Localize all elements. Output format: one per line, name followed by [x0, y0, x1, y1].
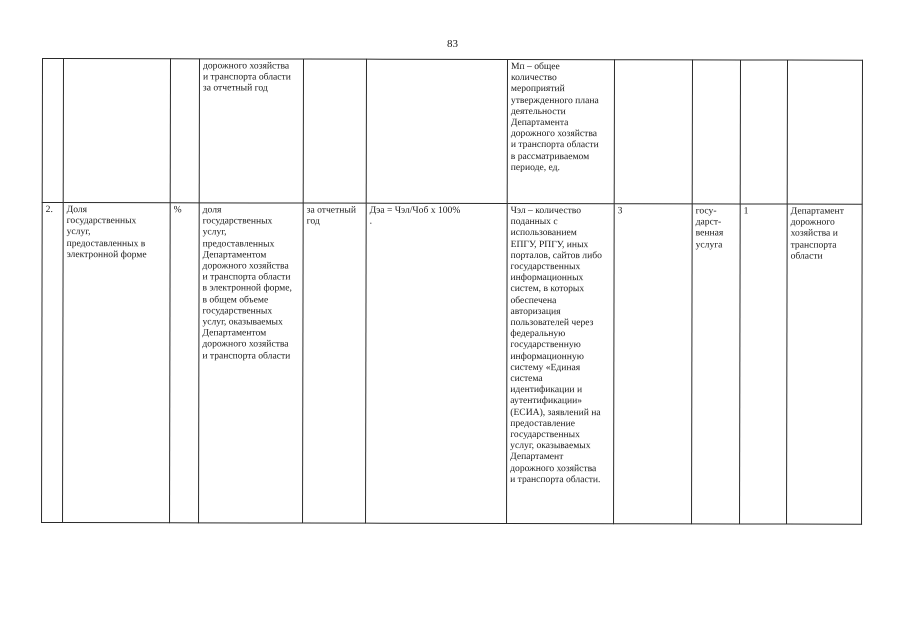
cell-responsible [787, 60, 862, 204]
cell-formula [366, 59, 507, 203]
indicators-table [41, 58, 863, 525]
cell-unit-measure: госу- дарст- венная услуга [692, 204, 741, 524]
cell-period: за отчетный год [303, 203, 367, 523]
cell-unit [170, 59, 199, 203]
table-row-continuation [42, 59, 862, 205]
cell-number: 2. [42, 203, 64, 523]
cell-unit-measure [692, 60, 740, 204]
cell-indicator-name [63, 59, 170, 203]
cell-period [303, 59, 366, 203]
cell-variables: Чэл – количество поданных с использованием ЕПГУ, РПГУ, иных порталов, сайтов либо государственных информационных систем, в которых обеспечена авторизация пользователей через федеральную государственную информационную систему «Единая система идентификации и аутентификации» (ЕСИА), заявлений на предоставление государственных услуг, оказываемых Департамент дорожного хозяйства и транспорта области. [507, 203, 615, 523]
cell-number [42, 59, 63, 203]
cell-responsible: Департамент дорожного хозяйства и транспорта области [787, 204, 863, 524]
cell-indicator-name: Доля государственных услуг, предоставленных в электронной форме [63, 203, 171, 523]
cell-code: 1 [740, 204, 788, 524]
cell-method [614, 60, 692, 204]
cell-variables: Мп – общее количество мероприятий утвержденного плана деятельности Департамента дорожного хозяйства и транспорта области в рассматриваемом периоде, ед. [507, 59, 614, 203]
cell-unit: % [170, 203, 200, 523]
cell-definition: дорожного хозяйства и транспорта области за отчетный год [199, 59, 303, 203]
cell-formula: Дэа = Чэл/Чоб х 100% . [366, 203, 508, 523]
table-row [42, 203, 863, 525]
page-number: 83 [447, 38, 458, 50]
cell-method: 3 [614, 204, 693, 524]
cell-code [740, 60, 787, 204]
cell-definition: доля государственных услуг, предоставленных Департаментом дорожного хозяйства и транспорта области в электронной форме, в общем объеме государственных услуг, оказываемых Департаментом дорожного хозяйства и транспорта области [199, 203, 304, 523]
